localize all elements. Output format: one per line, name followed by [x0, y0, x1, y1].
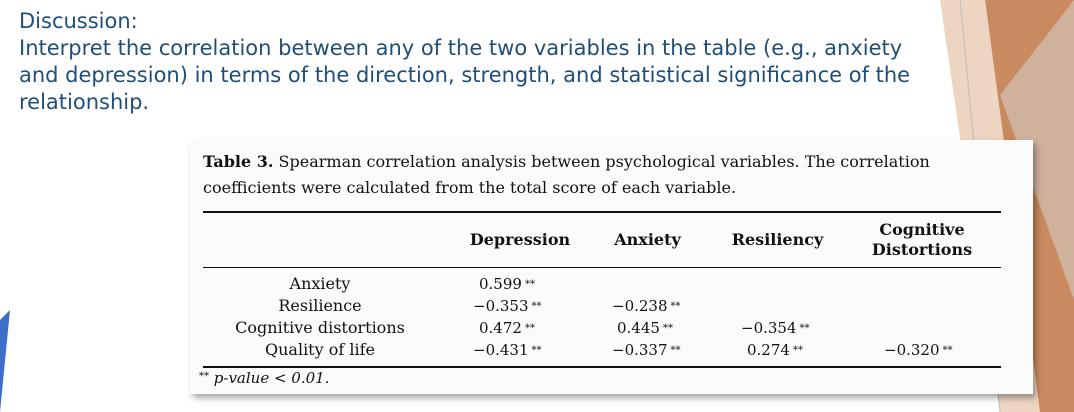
- row-label-quality-of-life: Quality of life: [264, 340, 375, 359]
- table-cell: −0.337 **: [612, 341, 681, 359]
- column-header-resiliency: Resiliency: [731, 230, 824, 249]
- table-top-rule: [203, 211, 1001, 213]
- table-image: [190, 140, 1033, 394]
- theme-shape-blue-left: [0, 310, 10, 412]
- table-caption-text: Spearman correlation analysis between psychological variables. The correlation coefficients were calculated from the total score of each variable.: [203, 152, 930, 197]
- row-label-cognitive-distortions: Cognitive distortions: [235, 318, 405, 337]
- table-cell: 0.445 **: [617, 319, 673, 337]
- table-cell: 0.274 **: [747, 341, 803, 359]
- slide-heading: Discussion:: [19, 9, 138, 33]
- row-label-anxiety: Anxiety: [289, 274, 351, 293]
- column-header-cognitive-distortions: Cognitive Distortions: [871, 220, 973, 259]
- row-label-resilience: Resilience: [278, 296, 362, 315]
- table-cell: 0.472 **: [479, 319, 535, 337]
- table-cell: 0.599 **: [479, 275, 535, 293]
- table-label: Table 3.: [203, 152, 274, 171]
- column-header-depression: Depression: [469, 230, 571, 249]
- table-cell: −0.238 **: [612, 297, 681, 315]
- table-footnote: ** p-value < 0.01.: [199, 369, 330, 387]
- table-cell: −0.353 **: [473, 297, 542, 315]
- table-cell: −0.320 **: [884, 341, 953, 359]
- table-caption: [203, 149, 1013, 201]
- table-header-rule: [203, 267, 1001, 268]
- column-header-anxiety: Anxiety: [614, 230, 681, 249]
- slide-body-text: Interpret the correlation between any of the two variables in the table (e.g., anxiety and depression) in terms of the direction, strength, and statistical significance of the relationship.: [19, 36, 911, 114]
- table-cell: −0.354 **: [741, 319, 810, 337]
- table-cell: −0.431 **: [473, 341, 542, 359]
